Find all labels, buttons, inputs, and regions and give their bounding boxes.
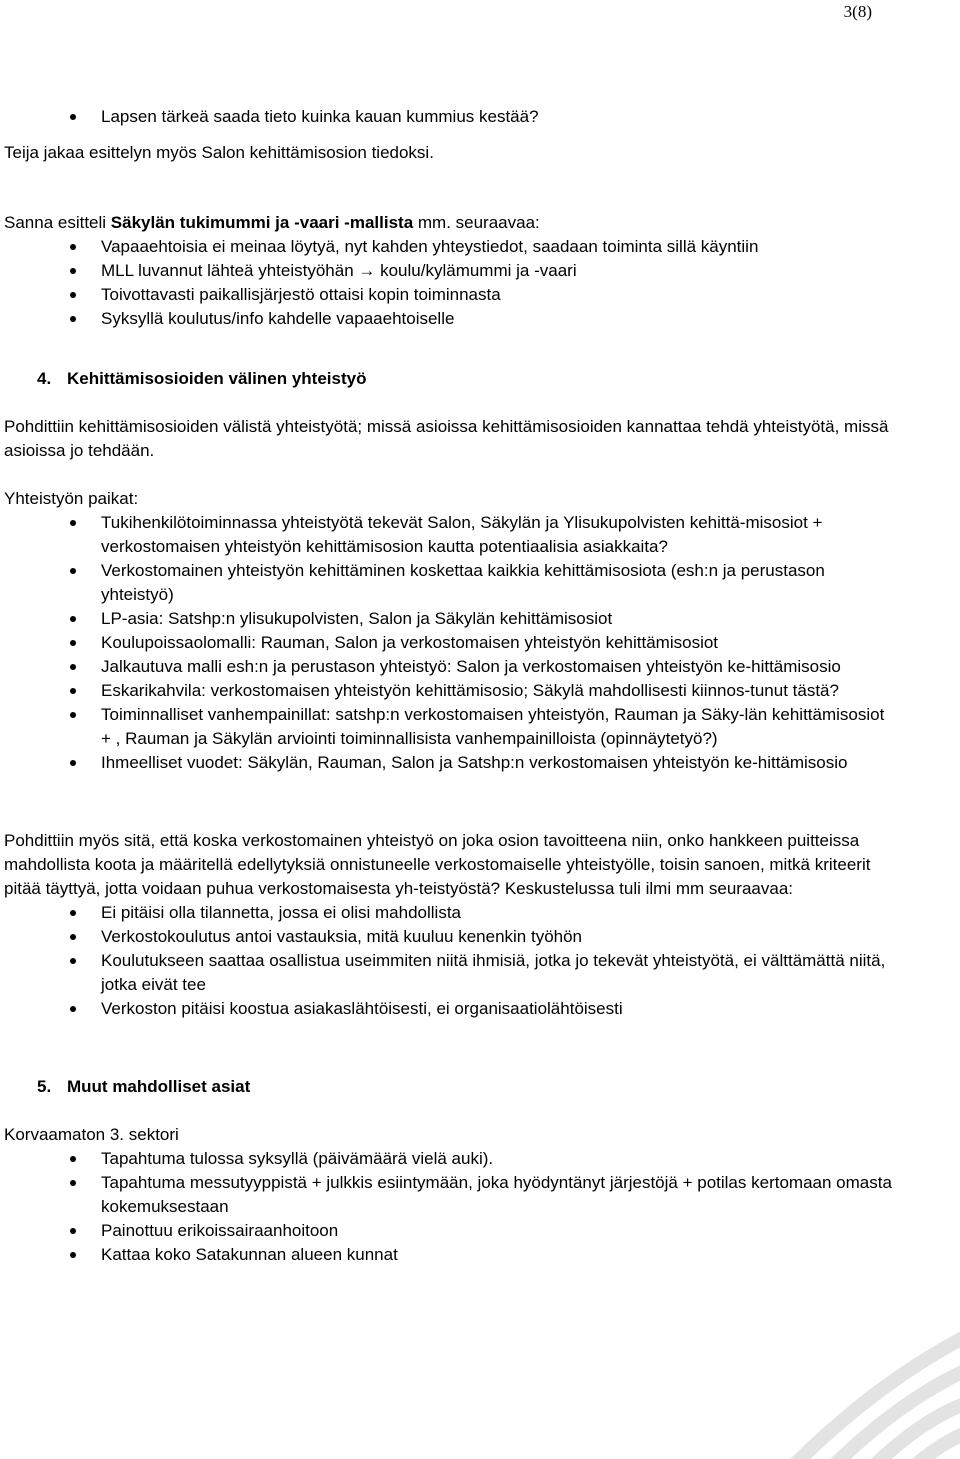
list-item: LP-asia: Satshp:n ylisukupolvisten, Salon ja Säkylän kehittämisosiot [4,607,894,631]
list-item: Lapsen tärkeä saada tieto kuinka kauan kummius kestää? [4,105,894,129]
list-item: Toivottavasti paikallisjärjestö ottaisi kopin toiminnasta [4,283,894,307]
list-item: Eskarikahvila: verkostomaisen yhteistyön kehittämisosio; Säkylä mahdollisesti kiinnos-tunut tästä? [4,679,894,703]
paragraph-teija: Teija jakaa esittelyn myös Salon kehittämisosion tiedoksi. [4,143,434,162]
bullet-list-yhteistyon-paikat [4,511,894,775]
list-item: Syksyllä koulutus/info kahdelle vapaaehtoiselle [4,307,894,331]
section-5-number: 5. [37,1077,52,1096]
list-item: Verkostokoulutus antoi vastauksia, mitä kuuluu kenenkin työhön [4,925,894,949]
list-item: Tapahtuma messutyyppistä + julkkis esiintymään, joka hyödyntänyt järjestöjä + potilas kertomaan omasta kokemuksestaan [4,1171,894,1219]
bullet-list-kummius [4,105,894,129]
list-item: Toiminnalliset vanhempainillat: satshp:n verkostomaisen yhteistyön, Rauman ja Säky-län kehittämisosiot + , Rauman ja Säkylän arviointi toiminnallisista vanhempainilloista (opinnäytetyö?) [4,703,894,751]
list-item: Verkoston pitäisi koostua asiakaslähtöisesti, ei organisaatiolähtöisesti [4,997,894,1021]
section-4-number: 4. [37,369,52,388]
paragraph-pohdittiin: Pohdittiin kehittämisosioiden välistä yhteistyötä; missä asioissa kehittämisosioiden kannattaa tehdä yhteistyötä, missä asioissa jo tehdään. [4,417,889,460]
paragraph-verkostomainen: Pohdittiin myös sitä, että koska verkostomainen yhteistyö on joka osion tavoitteena niin, onko hankkeen puitteissa mahdollista koota ja määritellä edellytyksiä onnistuneelle verkostomaiselle yhteistyölle, toisin sanoen, mitkä kriteerit pitää täyttyä, jotta voidaan puhua verkostomaisesta yh-teistyöstä? Keskustelussa tuli ilmi mm seuraavaa: [4,831,871,898]
list-item: Tukihenkilötoiminnassa yhteistyötä tekevät Salon, Säkylän ja Ylisukupolvisten kehittä-misosiot + verkostomaisen yhteistyön kehittämisosion kautta potentiaalisia asiakkaita? [4,511,894,559]
paragraph-sanna [4,211,894,235]
list-item: Ihmeelliset vuodet: Säkylän, Rauman, Salon ja Satshp:n verkostomaisen yhteistyön ke-hittämisosio [4,751,894,775]
decorative-wave-graphic [730,1259,960,1459]
bullet-list-keskustelu [4,901,894,1021]
document-body [4,105,894,1267]
list-item: Verkostomainen yhteistyön kehittäminen koskettaa kaikkia kehittämisosiota (esh:n ja perustason yhteistyö) [4,559,894,607]
list-item: Vapaaehtoisia ei meinaa löytyä, nyt kahden yhteystiedot, saadaan toiminta sillä käyntiin [4,235,894,259]
subheading-korvaamaton: Korvaamaton 3. sektori [4,1125,179,1144]
intro-bold: Säkylän tukimummi ja -vaari -mallista [110,213,414,232]
section-5-title: Muut mahdolliset asiat [67,1077,251,1096]
bullet-list-sektori [4,1147,894,1267]
subheading-yhteistyon-paikat: Yhteistyön paikat: [4,489,139,508]
list-item: Painottuu erikoissairaanhoitoon [4,1219,894,1243]
bullet-list-tukimummi [4,235,894,331]
section-4-heading [4,367,894,391]
list-item: Koulupoissaolomalli: Rauman, Salon ja verkostomaisen yhteistyön kehittämisosiot [4,631,894,655]
wave-stripes-icon [730,1259,960,1459]
list-item: Jalkautuva malli esh:n ja perustason yhteistyö: Salon ja verkostomaisen yhteistyön ke-hittämisosio [4,655,894,679]
intro-prefix: Sanna esitteli [4,213,111,232]
page-number: 3(8) [843,2,872,21]
list-item: Tapahtuma tulossa syksyllä (päivämäärä vielä auki). [4,1147,894,1171]
section-5-heading [4,1075,894,1099]
section-4-title: Kehittämisosioiden välinen yhteistyö [67,369,367,388]
list-item: MLL luvannut lähteä yhteistyöhän → koulu/kylämummi ja -vaari [4,259,894,283]
list-item: Koulutukseen saattaa osallistua useimmiten niitä ihmisiä, jotka jo tekevät yhteistyötä, ei välttämättä niitä, jotka eivät tee [4,949,894,997]
intro-suffix: mm. seuraavaa: [413,213,540,232]
list-item: Kattaa koko Satakunnan alueen kunnat [4,1243,894,1267]
list-item: Ei pitäisi olla tilannetta, jossa ei olisi mahdollista [4,901,894,925]
